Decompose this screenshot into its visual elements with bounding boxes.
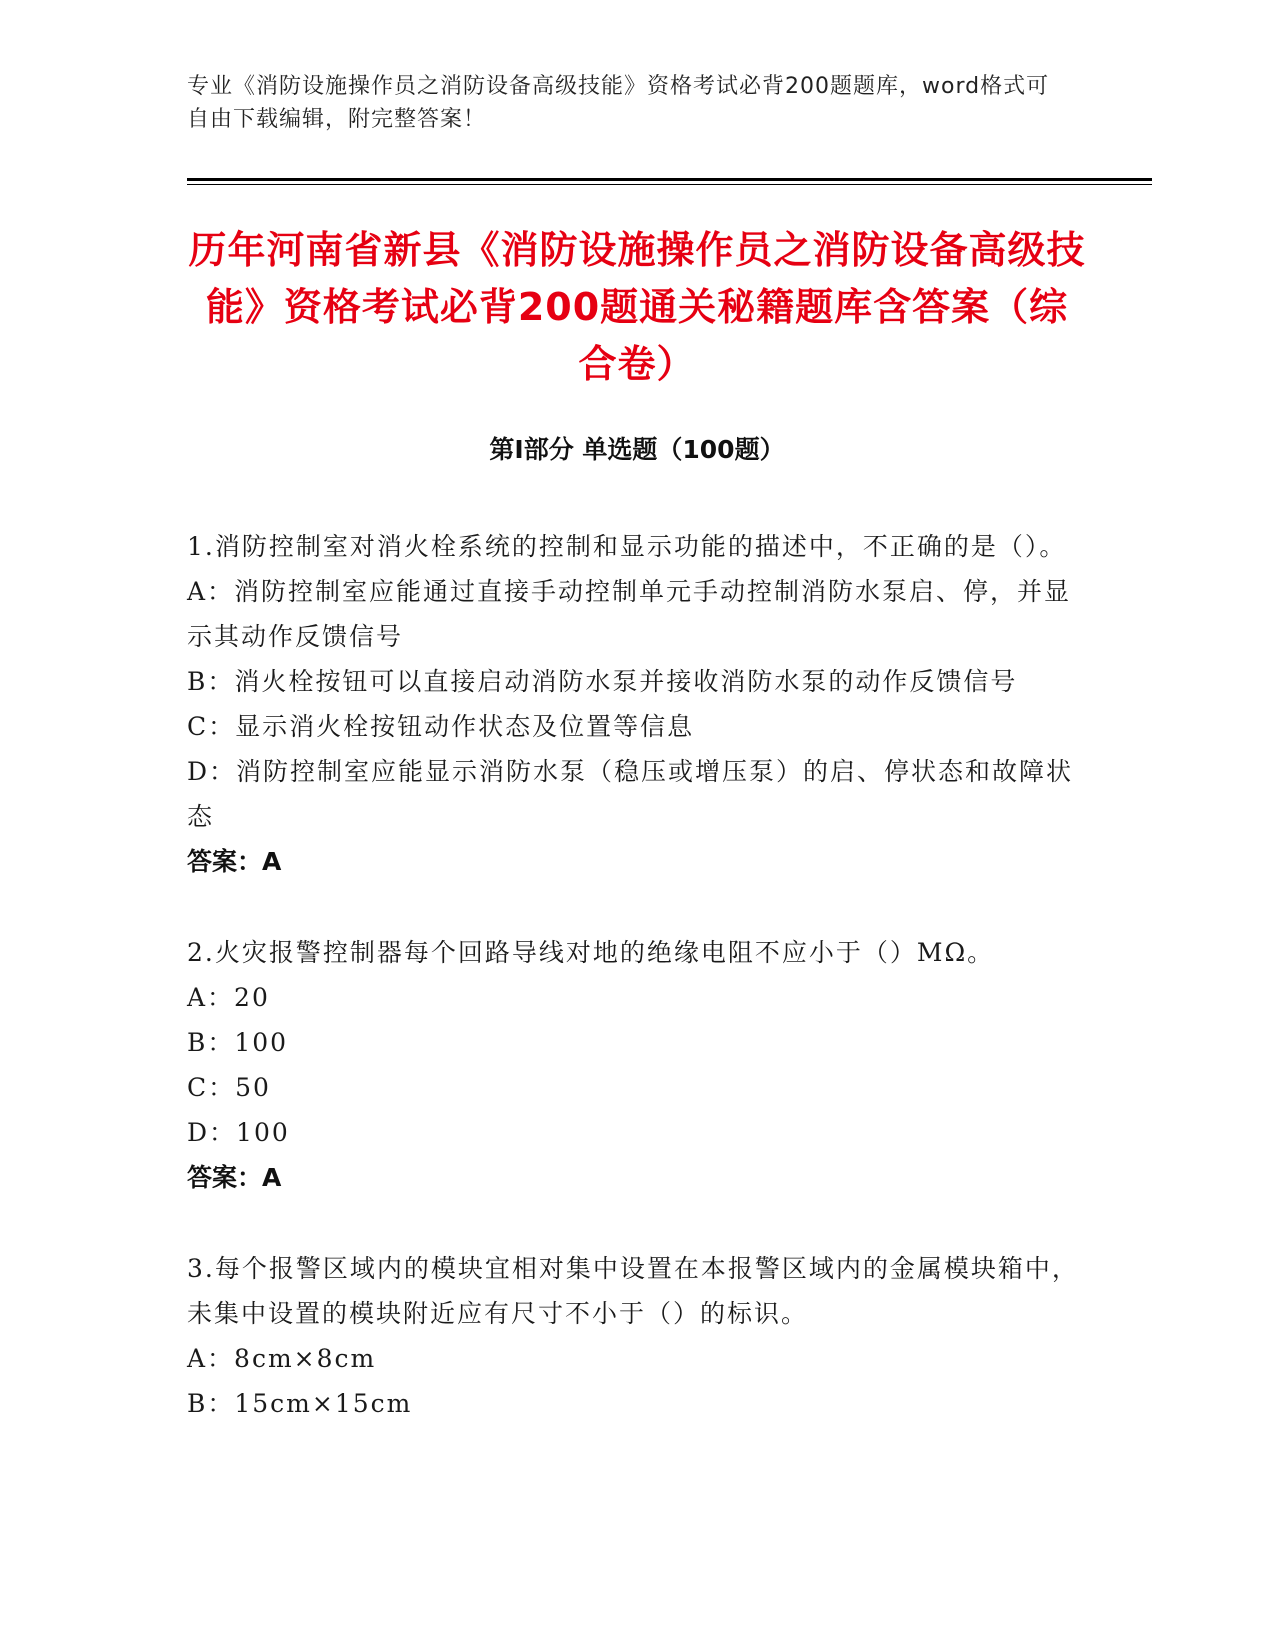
option-a: A：8cm×8cm — [187, 1344, 377, 1373]
question-1 — [187, 524, 1087, 884]
option-a: A：消防控制室应能通过直接手动控制单元手动控制消防水泵启、停，并显示其动作反馈信号 — [187, 577, 1072, 651]
header-rule-thin — [187, 184, 1152, 185]
question-stem: 2.火灾报警控制器每个回路导线对地的绝缘电阻不应小于（）MΩ。 — [187, 938, 995, 967]
option-c: C：显示消火栓按钮动作状态及位置等信息 — [187, 712, 695, 741]
question-list — [187, 524, 1087, 1472]
option-c: C：50 — [187, 1073, 271, 1102]
answer-text: 答案：A — [187, 1163, 282, 1192]
question-stem: 1.消防控制室对消火栓系统的控制和显示功能的描述中，不正确的是（）。 — [187, 532, 1067, 561]
option-b: B：15cm×15cm — [187, 1389, 413, 1418]
option-b: B：消火栓按钮可以直接启动消防水泵并接收消防水泵的动作反馈信号 — [187, 667, 1018, 696]
section-heading: 第Ⅰ部分 单选题（100题） — [489, 435, 785, 464]
header-note: 专业《消防设施操作员之消防设备高级技能》资格考试必背200题题库，word格式可自由下载编辑，附完整答案！ — [187, 74, 1050, 132]
question-3 — [187, 1246, 1087, 1426]
document-title: 历年河南省新县《消防设施操作员之消防设备高级技能》资格考试必背200题通关秘籍题库含答案（综合卷） — [188, 228, 1086, 386]
option-b: B：100 — [187, 1028, 289, 1057]
option-a: A：20 — [187, 983, 270, 1012]
question-2 — [187, 930, 1087, 1200]
header-rule-thick — [187, 178, 1152, 181]
option-d: D：消防控制室应能显示消防水泵（稳压或增压泵）的启、停状态和故障状态 — [187, 757, 1074, 831]
answer-text: 答案：A — [187, 847, 282, 876]
question-stem: 3.每个报警区域内的模块宜相对集中设置在本报警区域内的金属模块箱中，未集中设置的模块附近应有尺寸不小于（）的标识。 — [187, 1254, 1079, 1328]
option-d: D：100 — [187, 1118, 290, 1147]
